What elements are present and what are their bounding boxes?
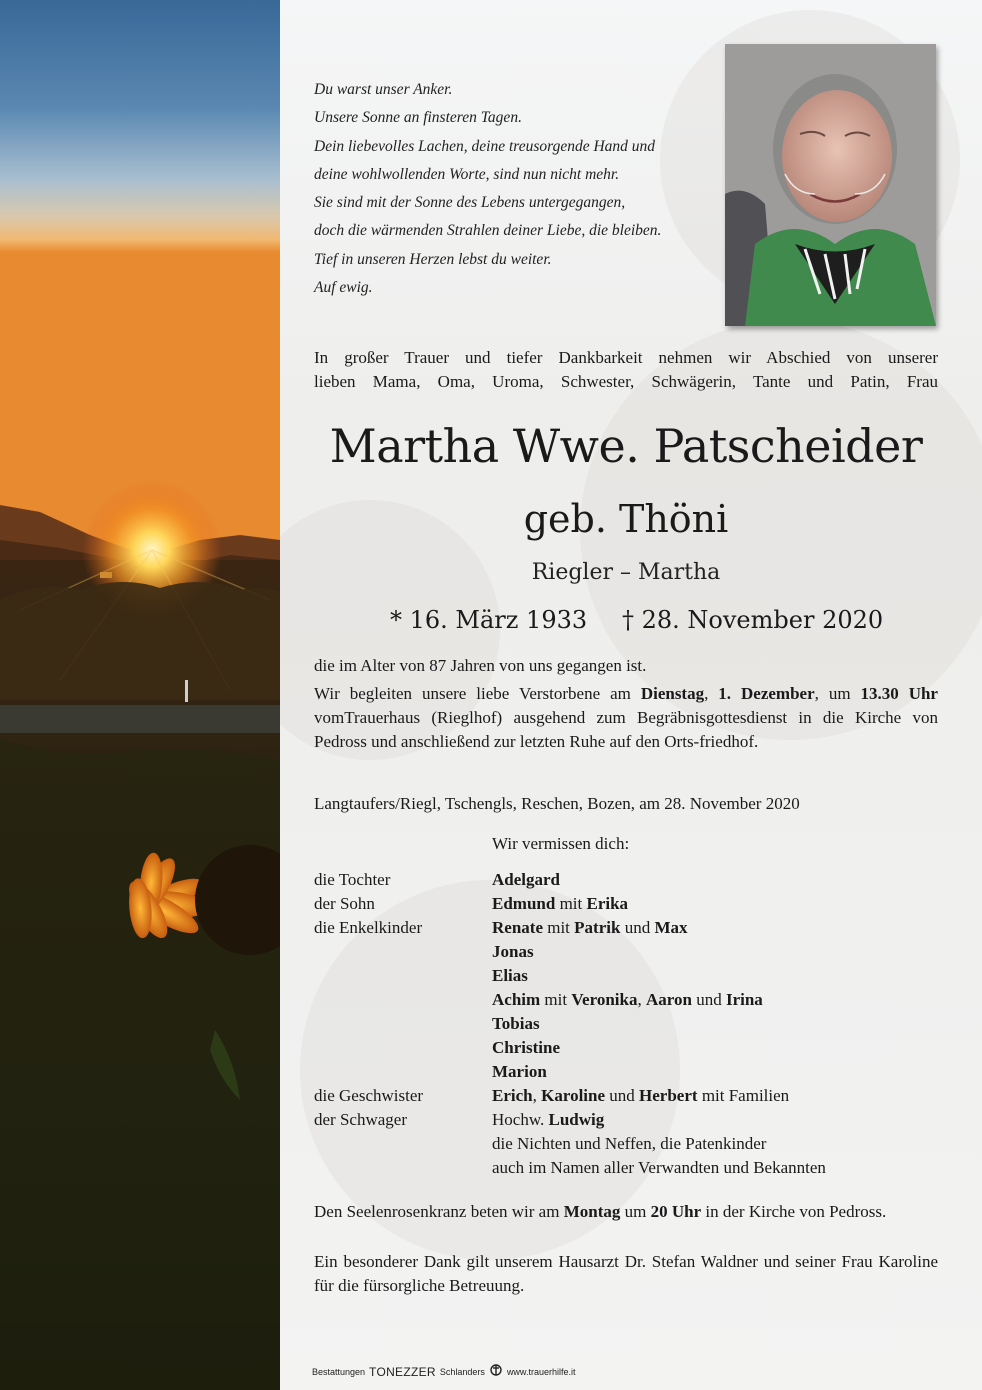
- sunset-photo: [0, 0, 280, 1390]
- relation-label: die Tochter: [314, 870, 391, 889]
- family-name: Marion: [492, 1062, 547, 1081]
- connector: mit: [540, 990, 572, 1009]
- family-entry: [492, 892, 628, 916]
- birth-name: geb. Thöni: [523, 497, 729, 541]
- family-name: Patrik: [574, 918, 621, 937]
- family-entry: [492, 1060, 547, 1084]
- funeral-details: [314, 682, 938, 754]
- ceremony-day: Dienstag: [640, 684, 705, 703]
- family-name: Edmund: [492, 894, 556, 913]
- relation-label: die Geschwister: [314, 1086, 424, 1105]
- family-name: Karoline: [541, 1086, 606, 1105]
- family-name: Erich: [492, 1086, 533, 1105]
- poem-line: doch die wärmenden Strahlen deiner Liebe, die bleiben.: [314, 222, 662, 240]
- family-name: Elias: [492, 966, 528, 985]
- poem-line: Tief in unseren Herzen lebst du weiter.: [314, 250, 552, 268]
- portrait-image: [725, 44, 936, 326]
- connector: ,: [532, 1086, 542, 1105]
- relation-label: die Enkelkinder: [314, 918, 423, 937]
- family-name: Max: [654, 918, 688, 937]
- ceremony-text: , um: [814, 684, 861, 703]
- family-entry: [492, 988, 763, 1012]
- family-entry: [492, 1084, 789, 1108]
- title: Hochw.: [492, 1110, 549, 1129]
- poem-line: Auf ewig.: [314, 279, 373, 297]
- sunset-sunflower-image: [0, 0, 280, 1390]
- footer-brand: TONEZZER: [369, 1365, 436, 1379]
- family-entry: [492, 1108, 604, 1132]
- intro-line: In großer Trauer und tiefer Dankbarkeit nehmen wir Abschied von unserer: [314, 348, 938, 367]
- connector: mit: [542, 918, 575, 937]
- relation-label: der Schwager: [314, 1110, 407, 1129]
- family-entry: [492, 1036, 560, 1060]
- family-entry: [492, 868, 560, 892]
- ceremony-date: 1. Dezember: [718, 684, 815, 703]
- poem-line: Sie sind mit der Sonne des Lebens untergegangen,: [314, 194, 626, 212]
- portrait-photo: [725, 44, 936, 326]
- birth-date: * 16. März 1933: [390, 606, 588, 634]
- age-text: die im Alter von 87 Jahren von uns gegangen ist.: [314, 656, 647, 675]
- footer-town: Schlanders: [439, 1367, 485, 1377]
- footer-prefix: Bestattungen: [312, 1367, 366, 1377]
- family-name: Aaron: [645, 990, 692, 1009]
- intro-line: lieben Mama, Oma, Uroma, Schwester, Schwägerin, Tante und Patin, Frau: [314, 372, 938, 391]
- poem-line: deine wohlwollenden Worte, sind nun nicht mehr.: [314, 165, 620, 183]
- rosary-part: um: [620, 1202, 651, 1221]
- family-name: Herbert: [639, 1086, 698, 1105]
- rosary-part: Den Seelenrosenkranz beten wir am: [314, 1202, 564, 1221]
- connector: mit: [555, 894, 587, 913]
- deceased-name: Martha Wwe. Patscheider: [329, 419, 923, 473]
- family-entry: die Nichten und Neffen, die Patenkinder: [492, 1134, 767, 1153]
- family-name: Ludwig: [548, 1110, 605, 1129]
- connector: und: [605, 1086, 640, 1105]
- nickname: Riegler – Martha: [531, 560, 721, 585]
- footer-url[interactable]: www.trauerhilfe.it: [506, 1367, 576, 1377]
- thanks-text: Ein besonderer Dank gilt unserem Hausarzt Dr. Stefan Waldner und seiner Frau Karoline für die fürsorgliche Betreuung.: [314, 1252, 938, 1295]
- ceremony-text: vomTrauerhaus (Rieglhof) ausgehend zum Begräbnisgottesdienst in die Kirche von Pedross und anschließend zur letzten Ruhe auf den Orts-friedhof.: [314, 708, 938, 751]
- rosary-day: Montag: [563, 1202, 621, 1221]
- miss-you-heading: Wir vermissen dich:: [492, 834, 630, 853]
- ceremony-text: ,: [704, 684, 719, 703]
- family-name: Erika: [586, 894, 629, 913]
- ceremony-time: 13.30 Uhr: [860, 684, 938, 703]
- family-entry: [492, 940, 534, 964]
- poem-line: Dein liebevolles Lachen, deine treusorgende Hand und: [314, 137, 656, 155]
- relation-label: der Sohn: [314, 894, 375, 913]
- rosary-text: [314, 1200, 938, 1224]
- family-name: Christine: [492, 1038, 560, 1057]
- family-name: Renate: [492, 918, 543, 937]
- family-name: Adelgard: [492, 870, 560, 889]
- rosary-time: 20 Uhr: [650, 1202, 702, 1221]
- connector: mit Familien: [697, 1086, 790, 1105]
- family-name: Tobias: [492, 1014, 540, 1033]
- poem-line: Du warst unser Anker.: [314, 81, 453, 98]
- death-date: † 28. November 2020: [622, 606, 884, 634]
- family-name: Achim: [492, 990, 541, 1009]
- cross-logo-icon: [489, 1364, 503, 1380]
- footer: [312, 1364, 712, 1380]
- family-name: Veronika: [571, 990, 638, 1009]
- poem-line: Unsere Sonne an finsteren Tagen.: [314, 109, 522, 127]
- connector: ,: [637, 990, 646, 1009]
- connector: und: [691, 990, 726, 1009]
- ceremony-text: Wir begleiten unsere liebe Verstorbene am: [314, 684, 641, 703]
- family-name: Irina: [725, 990, 763, 1009]
- family-entry: [492, 964, 528, 988]
- intro-text: [314, 346, 938, 394]
- family-entry: auch im Namen aller Verwandten und Bekannten: [492, 1158, 826, 1177]
- family-entry: [492, 1012, 540, 1036]
- family-entry: [492, 916, 687, 940]
- connector: und: [620, 918, 655, 937]
- location-date: Langtaufers/Riegl, Tschengls, Reschen, Bozen, am 28. November 2020: [314, 794, 800, 813]
- family-name: Jonas: [492, 942, 534, 961]
- poem: [314, 76, 714, 302]
- rosary-part: in der Kirche von Pedross.: [701, 1202, 887, 1221]
